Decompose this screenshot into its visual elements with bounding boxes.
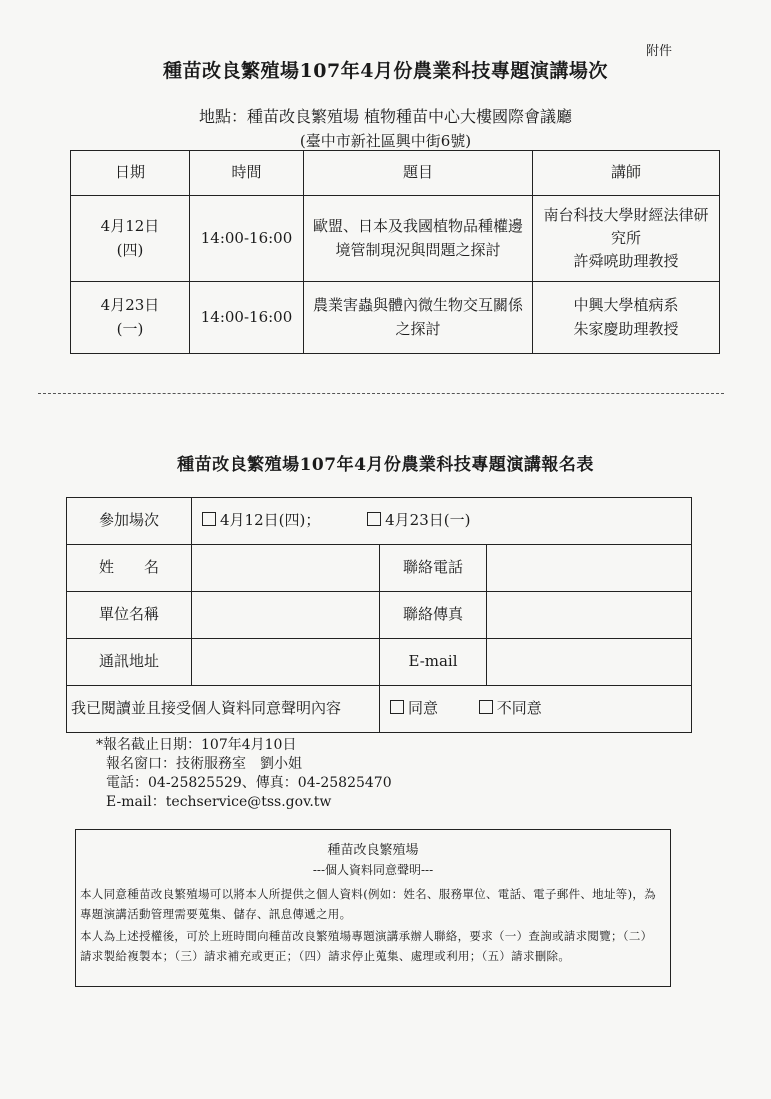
consent-row: [67, 686, 692, 733]
session-date: [71, 282, 190, 354]
location-text: 地點：種苗改良繁殖場 植物種苗中心大樓國際會議廳: [198, 107, 573, 126]
privacy-consent-box: [75, 829, 671, 987]
speaker-org: 中興大學植病系: [573, 296, 679, 315]
name-row: [67, 545, 692, 592]
checkbox-icon[interactable]: [202, 512, 216, 526]
table-row: [71, 196, 720, 282]
disagree-label: 不同意: [496, 699, 542, 718]
email-field[interactable]: [487, 639, 692, 686]
session-date: [71, 196, 190, 282]
org-field[interactable]: [192, 592, 380, 639]
session-label: 參加場次: [67, 498, 192, 545]
deadline-note: *報名截止日期：107年4月10日: [96, 737, 297, 753]
session-topic: 歐盟、日本及我國植物品種權邊境管制現況與問題之探討: [304, 196, 533, 282]
session-option-0423[interactable]: [367, 509, 470, 532]
name-field[interactable]: [192, 545, 380, 592]
option-label: 4月23日(一): [385, 511, 471, 530]
address-label: 通訊地址: [67, 639, 192, 686]
schedule-table: [70, 150, 720, 354]
session-time: 14:00-16:00: [190, 282, 304, 354]
attachment-label: 附件: [646, 44, 673, 59]
table-row: [71, 282, 720, 354]
session-speaker: [533, 282, 720, 354]
session-speaker: [533, 196, 720, 282]
cut-line-divider: [38, 393, 724, 394]
date-text: 4月12日: [100, 217, 160, 236]
header-speaker: 講師: [533, 151, 720, 196]
header-date: 日期: [71, 151, 190, 196]
speaker-name: 許舜喨助理教授: [573, 252, 679, 271]
fax-field[interactable]: [487, 592, 692, 639]
contact-note: 電話：04-25825529、傳真：04-25825470: [106, 775, 392, 791]
session-choice-row: [67, 498, 692, 545]
checkbox-icon[interactable]: [367, 512, 381, 526]
consent-subtitle: ---個人資料同意聲明---: [312, 863, 434, 877]
consent-paragraph-2: 本人為上述授權後，可於上班時間向種苗改良繁殖場專題演講承辦人聯絡，要求（一）查詢或請求閱覽；（二）請求製給複製本；（三）請求補充或更正；（四）請求停止蒐集、處理或利用；（五）請求刪除。: [80, 929, 653, 963]
consent-paragraph-1: 本人同意種苗改良繁殖場可以將本人所提供之個人資料(例如：姓名、服務單位、電話、電子郵件、地址等)，為專題演講活動管理需要蒐集、儲存、訊息傳遞之用。: [80, 887, 656, 921]
org-row: [67, 592, 692, 639]
header-topic: 題目: [304, 151, 533, 196]
form-title: 種苗改良繁殖場107年4月份農業科技專題演講報名表: [177, 455, 594, 475]
session-time: 14:00-16:00: [190, 196, 304, 282]
session-option-0412[interactable]: [202, 509, 320, 532]
session-options: [192, 498, 692, 545]
fax-label: 聯絡傳真: [380, 592, 487, 639]
registration-form-table: [66, 497, 692, 733]
speaker-name: 朱家慶助理教授: [573, 319, 679, 338]
disagree-option[interactable]: [479, 697, 542, 720]
agree-label: 同意: [408, 699, 439, 718]
address-row: [67, 639, 692, 686]
option-label: 4月12日(四)；: [220, 511, 321, 530]
date-text: 4月23日: [100, 296, 160, 315]
name-label: 姓 名: [67, 545, 192, 592]
header-time: 時間: [190, 151, 304, 196]
consent-org: 種苗改良繁殖場: [327, 843, 419, 858]
email-label: E-mail: [380, 639, 487, 686]
address-text: (臺中市新社區興中街6號): [299, 132, 472, 150]
speaker-org: 南台科技大學財經法律研究所: [543, 205, 709, 247]
weekday-text: (四): [116, 240, 144, 259]
checkbox-icon[interactable]: [479, 700, 493, 714]
agree-option[interactable]: [390, 697, 438, 720]
email-note: E-mail：techservice@tss.gov.tw: [106, 794, 332, 810]
address-field[interactable]: [192, 639, 380, 686]
phone-label: 聯絡電話: [380, 545, 487, 592]
phone-field[interactable]: [487, 545, 692, 592]
page-title: 種苗改良繁殖場107年4月份農業科技專題演講場次: [163, 60, 608, 82]
checkbox-icon[interactable]: [390, 700, 404, 714]
session-topic: 農業害蟲與體內微生物交互關係之探討: [304, 282, 533, 354]
schedule-header-row: [71, 151, 720, 196]
consent-label: 我已閱讀並且接受個人資料同意聲明內容: [67, 686, 380, 733]
consent-options: [380, 686, 692, 733]
weekday-text: (一): [116, 319, 144, 338]
registration-notes: [96, 736, 392, 812]
org-label: 單位名稱: [67, 592, 192, 639]
window-note: 報名窗口：技術服務室 劉小姐: [106, 756, 302, 772]
